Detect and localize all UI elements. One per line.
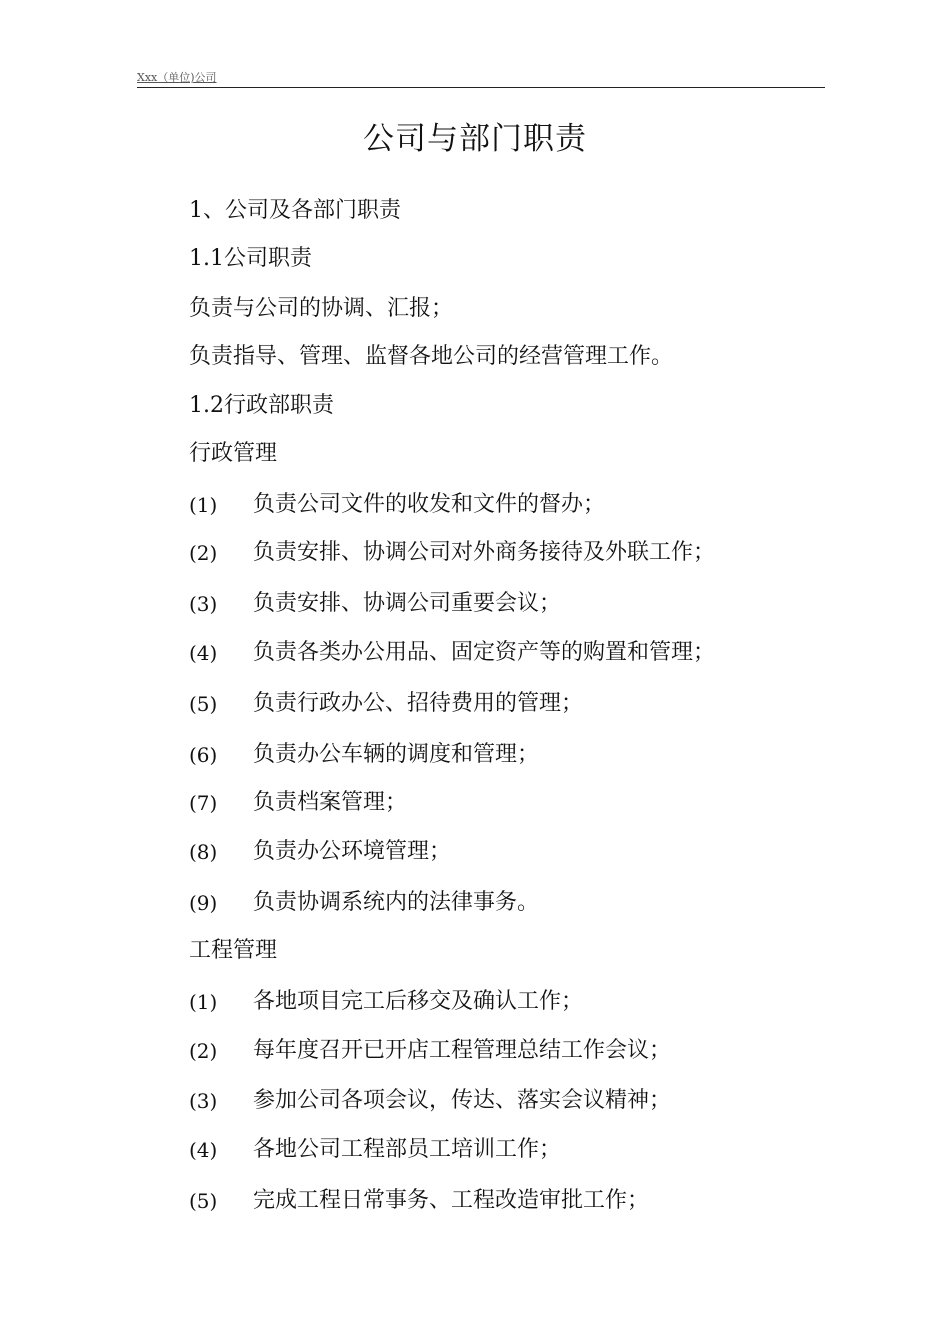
- list-item: 负责公司文件的收发和文件的督办；: [253, 492, 606, 517]
- list-item: 负责安排、协调公司对外商务接待及外联工作；: [253, 540, 716, 565]
- list-item-number: (8): [189, 840, 218, 864]
- list-item-number: (9): [189, 891, 218, 915]
- list-item-number: (7): [189, 791, 218, 815]
- list-item: 参加公司各项会议，传达、落实会议精神；: [253, 1088, 672, 1113]
- list-item: 负责安排、协调公司重要会议；: [253, 591, 562, 616]
- document-title: 公司与部门职责: [363, 121, 587, 157]
- paragraph: 负责指导、管理、监督各地公司的经营管理工作。: [189, 344, 674, 369]
- list-item-number: (6): [189, 743, 218, 767]
- list-item: 负责行政办公、招待费用的管理；: [253, 691, 584, 716]
- list-item-number: (5): [189, 692, 218, 716]
- list-item-number: (1): [189, 990, 218, 1014]
- section-heading-1-1: 1.1公司职责: [189, 246, 312, 271]
- list-item: 各地项目完工后移交及确认工作；: [253, 989, 584, 1014]
- list-item: 负责办公环境管理；: [253, 839, 452, 864]
- list-item-number: (3): [189, 592, 218, 616]
- paragraph: 负责与公司的协调、汇报；: [189, 296, 454, 321]
- list-item-number: (4): [189, 641, 218, 665]
- list-item-number: (5): [189, 1189, 218, 1213]
- list-item-number: (1): [189, 493, 218, 517]
- list-item-number: (4): [189, 1138, 218, 1162]
- list-item: 负责办公车辆的调度和管理；: [253, 742, 540, 767]
- list-item: 完成工程日常事务、工程改造审批工作；: [253, 1188, 650, 1213]
- subheading-engineering: 工程管理: [189, 938, 278, 963]
- list-item: 每年度召开已开店工程管理总结工作会议；: [253, 1038, 672, 1063]
- list-item-number: (2): [189, 1039, 218, 1063]
- subheading-admin: 行政管理: [189, 441, 278, 466]
- page-header: [137, 70, 825, 88]
- list-item: 负责协调系统内的法律事务。: [253, 890, 540, 915]
- list-item: 各地公司工程部员工培训工作；: [253, 1137, 562, 1162]
- list-item: 负责各类办公用品、固定资产等的购置和管理；: [253, 640, 716, 665]
- list-item-number: (2): [189, 541, 218, 565]
- section-heading-1-2: 1.2行政部职责: [189, 393, 334, 418]
- section-heading-1: 1、公司及各部门职责: [189, 198, 401, 223]
- list-item-number: (3): [189, 1089, 218, 1113]
- header-company-name: Xxx（单位)公司: [137, 71, 217, 84]
- list-item: 负责档案管理；: [253, 790, 408, 815]
